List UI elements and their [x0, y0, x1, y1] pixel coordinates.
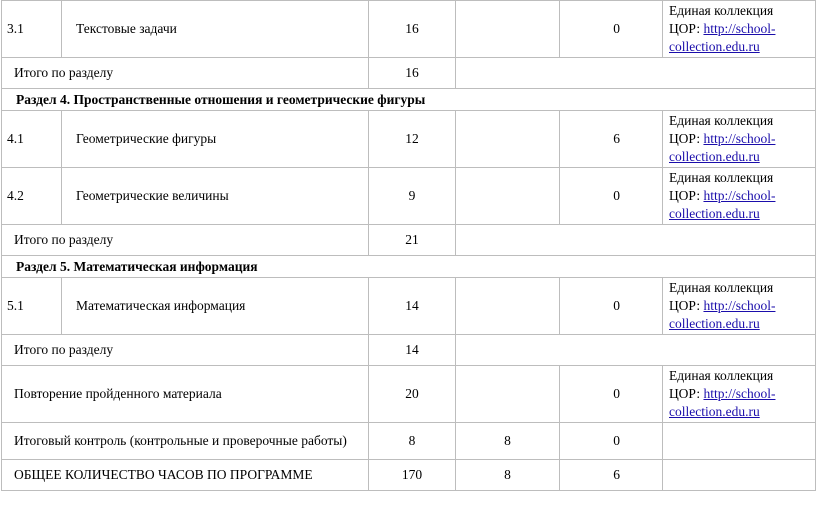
hours-control: 8: [456, 423, 560, 460]
hours-control: [456, 111, 560, 168]
hours-control: [456, 168, 560, 225]
hours-practical: 6: [560, 460, 663, 491]
topic-name: Геометрические фигуры: [62, 111, 369, 168]
hours-control: [456, 366, 560, 423]
resource-title: Единая коллекция: [669, 280, 774, 295]
grand-total-label: ОБЩЕЕ КОЛИЧЕСТВО ЧАСОВ ПО ПРОГРАММЕ: [2, 460, 369, 491]
section-title: Раздел 5. Математическая информация: [2, 256, 816, 278]
resource-link[interactable]: http://school-collection.edu.ru: [669, 21, 776, 54]
total-label: Итого по разделу: [2, 335, 369, 366]
empty-cell: [456, 335, 816, 366]
table-row: [2, 1, 816, 58]
resource-link[interactable]: http://school-collection.edu.ru: [669, 386, 776, 419]
row-number: 4.2: [2, 168, 62, 225]
hours-total: 14: [369, 278, 456, 335]
curriculum-table: [1, 0, 816, 491]
section-total-row: [2, 58, 816, 89]
resource-prefix: ЦОР:: [669, 131, 704, 146]
resource-cell: [663, 366, 816, 423]
topic-name: Итоговый контроль (контрольные и проверочные работы): [2, 423, 369, 460]
hours-total: 20: [369, 366, 456, 423]
resource-link[interactable]: http://school-collection.edu.ru: [669, 188, 776, 221]
hours-total: 170: [369, 460, 456, 491]
resource-cell: [663, 278, 816, 335]
section-total-row: [2, 225, 816, 256]
topic-name: Математическая информация: [62, 278, 369, 335]
table-row: [2, 278, 816, 335]
section-title: Раздел 4. Пространственные отношения и геометрические фигуры: [2, 89, 816, 111]
hours-total: 12: [369, 111, 456, 168]
total-label: Итого по разделу: [2, 58, 369, 89]
resource-title: Единая коллекция: [669, 170, 774, 185]
resource-prefix: ЦОР:: [669, 386, 704, 401]
hours-practical: 0: [560, 168, 663, 225]
resource-link[interactable]: http://school-collection.edu.ru: [669, 298, 776, 331]
hours-practical: 0: [560, 366, 663, 423]
resource-cell: [663, 460, 816, 491]
table-row: [2, 168, 816, 225]
hours-practical: 0: [560, 1, 663, 58]
table-row: [2, 423, 816, 460]
total-label: Итого по разделу: [2, 225, 369, 256]
resource-cell: [663, 111, 816, 168]
hours-control: [456, 278, 560, 335]
resource-prefix: ЦОР:: [669, 298, 704, 313]
hours-practical: 6: [560, 111, 663, 168]
topic-name: Текстовые задачи: [62, 1, 369, 58]
row-number: 5.1: [2, 278, 62, 335]
resource-prefix: ЦОР:: [669, 188, 704, 203]
hours-total: 9: [369, 168, 456, 225]
total-hours: 16: [369, 58, 456, 89]
hours-control: 8: [456, 460, 560, 491]
hours-control: [456, 1, 560, 58]
resource-title: Единая коллекция: [669, 368, 774, 383]
empty-cell: [456, 225, 816, 256]
table-row: [2, 366, 816, 423]
row-number: 4.1: [2, 111, 62, 168]
hours-total: 8: [369, 423, 456, 460]
resource-title: Единая коллекция: [669, 113, 774, 128]
hours-practical: 0: [560, 278, 663, 335]
resource-cell: [663, 168, 816, 225]
resource-title: Единая коллекция: [669, 3, 774, 18]
grand-total-row: [2, 460, 816, 491]
empty-cell: [456, 58, 816, 89]
resource-prefix: ЦОР:: [669, 21, 704, 36]
resource-cell: [663, 423, 816, 460]
section-header-row: [2, 89, 816, 111]
section-total-row: [2, 335, 816, 366]
table-row: [2, 111, 816, 168]
resource-cell: [663, 1, 816, 58]
topic-name: Повторение пройденного материала: [2, 366, 369, 423]
row-number: 3.1: [2, 1, 62, 58]
total-hours: 14: [369, 335, 456, 366]
hours-total: 16: [369, 1, 456, 58]
hours-practical: 0: [560, 423, 663, 460]
topic-name: Геометрические величины: [62, 168, 369, 225]
resource-link[interactable]: http://school-collection.edu.ru: [669, 131, 776, 164]
section-header-row: [2, 256, 816, 278]
total-hours: 21: [369, 225, 456, 256]
